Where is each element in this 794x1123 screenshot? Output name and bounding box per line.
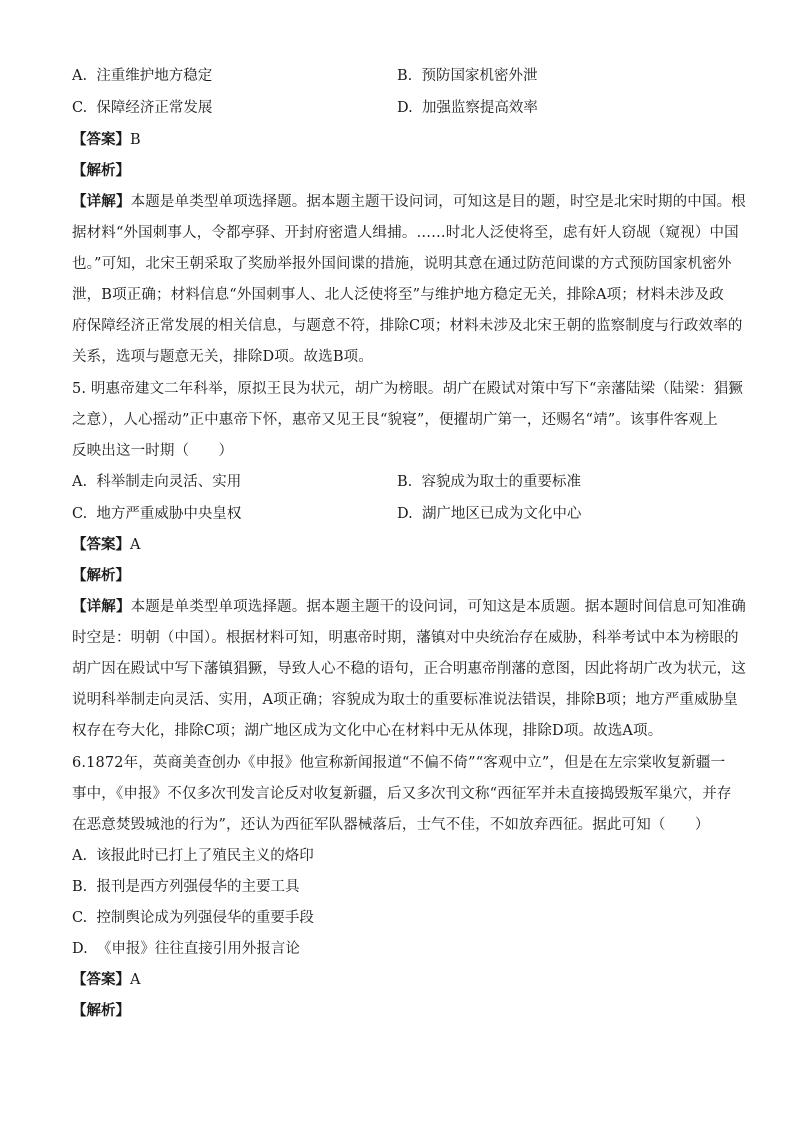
q4-detail-line: 府保障经济正常发展的相关信息，与题意不符，排除C项；材料未涉及北宋王朝的监察制度与行政效率的 (72, 318, 743, 334)
q4-detail-line: 据材料“外国刺事人，令都亭驿、开封府密遣人缉捕。……时北人泛使将至，虑有奸人窃觇（窥视）中国 (72, 225, 739, 241)
q5-stem-line: 之意），人心摇动”正中惠帝下怀，惠帝又见王艮“貌寝”，便擢胡广第一，还赐名“靖”。该事件客观上 (72, 412, 718, 428)
q5-detail-line: 权存在夸大化，排除C项；湖广地区成为文化中心在材料中无从体现，排除D项。故选A项。 (72, 723, 663, 739)
q5-analysis-heading: 【解析】 (72, 567, 130, 584)
q5-detail-line: 【详解】本题是单类型单项选择题。据本题主题干的设问词，可知这是本质题。据本题时间信息可知准确 (72, 598, 746, 615)
q6-answer: 【答案】A (72, 971, 141, 988)
q4-option-a: A. 注重维护地方稳定 (72, 68, 213, 84)
q5-detail-line: 说明科举制走向灵活、实用，A项正确；容貌成为取士的重要标准说法错误，排除B项；地方严重威胁皇 (72, 692, 739, 708)
q4-answer: 【答案】B (72, 131, 141, 148)
q4-analysis-heading: 【解析】 (72, 162, 130, 179)
q6-analysis-heading: 【解析】 (72, 1002, 130, 1019)
q6-stem-line: 6.1872年，英商美查创办《申报》他宣称新闻报道“不偏不倚”“客观中立”，但是在左宗棠收复新疆一 (72, 755, 726, 771)
q4-option-d: D. 加强监察提高效率 (397, 100, 538, 116)
q6-option-a: A. 该报此时已打上了殖民主义的烙印 (72, 848, 314, 864)
q5-detail-line: 时空是：明朝（中国）。根据材料可知，明惠帝时期，藩镇对中央统治存在威胁，科举考试中本为榜眼的 (72, 630, 739, 646)
q4-option-c: C. 保障经济正常发展 (72, 100, 213, 116)
q5-option-d: D. 湖广地区已成为文化中心 (397, 506, 582, 522)
q6-option-b: B. 报刊是西方列强侵华的主要工具 (72, 879, 300, 895)
q5-detail-line: 胡广因在殿试中写下藩镇猖獗，导致人心不稳的语句，正合明惠帝削藩的意图，因此将胡广改为状元，这 (72, 661, 746, 677)
q5-stem-line: 5. 明惠帝建文二年科举，原拟王艮为状元，胡广为榜眼。胡广在殿试对策中写下“亲藩陆梁（陆梁：猖獗 (72, 381, 744, 397)
q5-option-c: C. 地方严重威胁中央皇权 (72, 506, 242, 522)
q5-option-a: A. 科举制走向灵活、实用 (72, 474, 242, 490)
q4-detail-line: 泄，B项正确；材料信息“外国刺事人、北人泛使将至”与维护地方稳定无关，排除A项；材料未涉及政 (72, 287, 724, 303)
q4-detail-line: 关系，选项与题意无关，排除D项。故选B项。 (72, 349, 373, 365)
q5-stem-line: 反映出这一时期（ ） (72, 443, 234, 459)
q4-detail-line: 也。”可知，北宋王朝采取了奖励举报外国间谍的措施，说明其意在通过防范间谍的方式预防国家机密外 (72, 256, 732, 272)
q6-stem-line: 事中，《申报》不仅多次刊发言论反对收复新疆，后又多次刊文称“西征军并未直接捣毁叛军巢穴，并存 (72, 786, 732, 802)
q5-answer: 【答案】A (72, 536, 141, 553)
q6-option-c: C. 控制舆论成为列强侵华的重要手段 (72, 910, 314, 926)
q6-stem-line: 在恶意焚毁城池的行为”，还认为西征军队器械落后，士气不佳，不如放弃西征。据此可知（ ） (72, 817, 710, 833)
q4-detail-line: 【详解】本题是单类型单项选择题。据本题主题干设问词，可知这是目的题，时空是北宋时期的中国。根 (72, 193, 746, 210)
q5-option-b: B. 容貌成为取士的重要标准 (397, 474, 581, 490)
q4-option-b: B. 预防国家机密外泄 (397, 68, 538, 84)
q6-option-d: D. 《申报》往往直接引用外报言论 (72, 941, 300, 957)
